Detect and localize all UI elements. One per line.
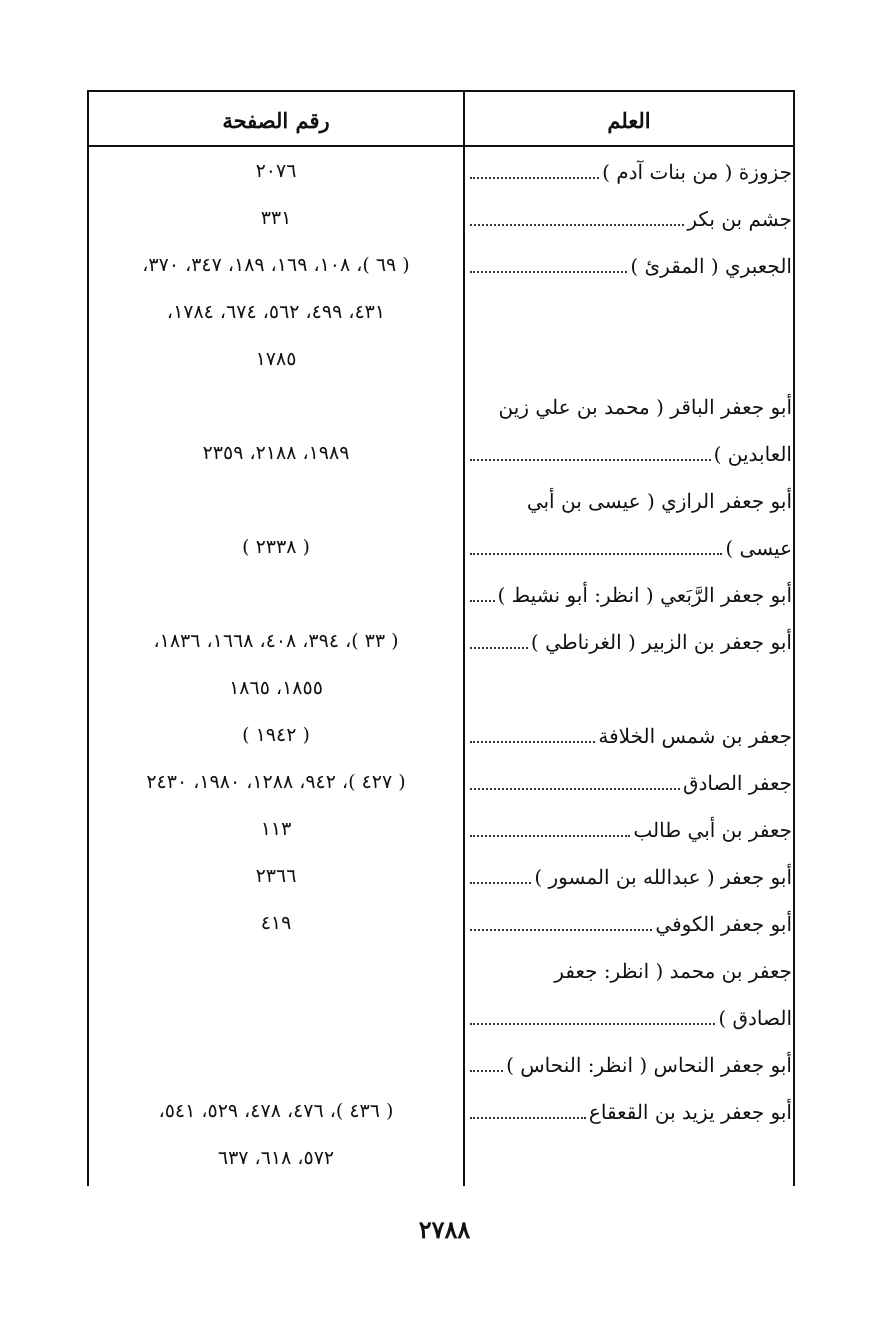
dot-leader: [470, 552, 722, 555]
entry-name: جعفر بن محمد ( انظر: جعفر: [554, 958, 792, 983]
entry-name-cell: [470, 383, 792, 430]
entry-name-cell: [470, 947, 792, 994]
entry-pages: ٤٣١، ٤٩٩، ٥٦٢، ٦٧٤، ١٧٨٤،: [166, 301, 386, 323]
entry-pages: [95, 477, 457, 524]
entry-pages: [95, 383, 457, 430]
entry-pages: ( ٤٣٦ )، ٤٧٦، ٤٧٨، ٥٢٩، ٥٤١،: [158, 1100, 394, 1122]
entry-pages: ٤١٩: [260, 912, 292, 934]
entry-name-cell: [470, 1088, 792, 1135]
entry-name-cell: [470, 289, 792, 336]
table-row: [0, 618, 889, 665]
table-row: [0, 242, 889, 289]
entry-pages: ٢٠٧٦: [255, 160, 297, 182]
entry-name-cell: [470, 430, 792, 477]
entry-name: أبو جعفر الكوفي: [655, 911, 792, 936]
entry-name-cell: [470, 195, 792, 242]
table-row: [0, 759, 889, 806]
entry-name-cell: [470, 759, 792, 806]
entry-name-cell: [470, 524, 792, 571]
dot-leader: [470, 223, 684, 226]
entry-name: جشم بن بكر: [687, 206, 792, 231]
entry-name-cell: [470, 618, 792, 665]
table-row: [0, 853, 889, 900]
dot-leader: [470, 1069, 503, 1072]
entry-pages: ١٧٨٥: [255, 348, 297, 370]
header-page-column: رقم الصفحة: [222, 108, 330, 133]
entry-pages: ١٨٥٥، ١٨٦٥: [229, 677, 323, 699]
header-rule: [87, 145, 795, 147]
dot-leader: [470, 599, 495, 602]
entry-pages: [95, 571, 457, 618]
entry-name: عيسى ): [725, 535, 792, 560]
entry-name: أبو جعفر النحاس ( انظر: النحاس ): [506, 1052, 792, 1077]
entry-name: العابدين ): [713, 441, 792, 466]
dot-leader: [470, 176, 599, 179]
entry-name-cell: [470, 712, 792, 759]
entry-pages: ١٩٨٩، ٢١٨٨، ٢٣٥٩: [202, 442, 350, 464]
table-row: [0, 665, 889, 712]
entry-name-cell: [470, 477, 792, 524]
table-row: [0, 289, 889, 336]
dot-leader: [470, 458, 711, 461]
table-row: [0, 1135, 889, 1182]
entry-pages: [95, 994, 457, 1041]
entry-name: أبو جعفر ( عبدالله بن المسور ): [534, 864, 792, 889]
dot-leader: [470, 1022, 715, 1025]
table-row: [0, 900, 889, 947]
entry-name-cell: [470, 336, 792, 383]
entry-pages: ( ٦٩ )، ١٠٨، ١٦٩، ١٨٩، ٣٤٧، ٣٧٠،: [142, 254, 410, 276]
entry-name: جزوزة ( من بنات آدم ): [602, 159, 792, 184]
entry-name-cell: [470, 1041, 792, 1088]
table-row: [0, 477, 889, 524]
dot-leader: [470, 834, 630, 837]
table-row: [0, 1041, 889, 1088]
entry-pages: ( ١٩٤٢ ): [242, 724, 310, 746]
entry-pages: ٣٣١: [260, 207, 292, 229]
dot-leader: [470, 740, 595, 743]
entry-pages: ٥٧٢، ٦١٨، ٦٣٧: [217, 1147, 335, 1169]
entry-name-cell: [470, 900, 792, 947]
entry-name: الجعبري ( المقرئ ): [630, 253, 792, 278]
table-row: [0, 148, 889, 195]
table-row: [0, 383, 889, 430]
entry-name-cell: [470, 571, 792, 618]
entry-name: أبو جعفر بن الزبير ( الغرناطي ): [530, 629, 792, 654]
entry-name: أبو جعفر الرَّبَعي ( انظر: أبو نشيط ): [497, 582, 792, 607]
table-row: [0, 712, 889, 759]
entry-pages: ( ٣٣ )، ٣٩٤، ٤٠٨، ١٦٦٨، ١٨٣٦،: [153, 630, 399, 652]
entry-pages: ( ٤٢٧ )، ٩٤٢، ١٢٨٨، ١٩٨٠، ٢٤٣٠: [146, 771, 406, 793]
entry-name: أبو جعفر الرازي ( عيسى بن أبي: [526, 488, 792, 513]
dot-leader: [470, 928, 652, 931]
dot-leader: [470, 787, 680, 790]
entry-name-cell: [470, 242, 792, 289]
entry-name-cell: [470, 853, 792, 900]
entry-pages: ( ٢٣٣٨ ): [242, 536, 310, 558]
table-row: [0, 336, 889, 383]
entry-name: أبو جعفر يزيد بن القعقاع: [588, 1099, 792, 1124]
entry-name: جعفر بن شمس الخلافة: [598, 723, 792, 748]
table-row: [0, 430, 889, 477]
header-name-column: العلم: [607, 108, 651, 133]
page-number: ٢٧٨٨: [418, 1215, 471, 1244]
entry-name: جعفر الصادق: [682, 770, 792, 795]
entry-pages: [95, 1041, 457, 1088]
table-row: [0, 806, 889, 853]
entry-pages: [95, 947, 457, 994]
dot-leader: [470, 270, 627, 273]
table-row: [0, 1088, 889, 1135]
index-rows: [0, 148, 889, 1182]
entry-name-cell: [470, 148, 792, 195]
table-row: [0, 947, 889, 994]
table-row: [0, 571, 889, 618]
dot-leader: [470, 881, 531, 884]
entry-name-cell: [470, 665, 792, 712]
entry-name-cell: [470, 994, 792, 1041]
table-row: [0, 524, 889, 571]
dot-leader: [470, 1116, 586, 1119]
table-row: [0, 994, 889, 1041]
entry-pages: ١١٣: [260, 818, 292, 840]
dot-leader: [470, 646, 528, 649]
entry-name: جعفر بن أبي طالب: [633, 817, 792, 842]
entry-name: الصادق ): [718, 1005, 792, 1030]
entry-name-cell: [470, 806, 792, 853]
entry-pages: ٢٣٦٦: [255, 865, 297, 887]
entry-name-cell: [470, 1135, 792, 1182]
table-row: [0, 195, 889, 242]
entry-name: أبو جعفر الباقر ( محمد بن علي زين: [498, 394, 792, 419]
